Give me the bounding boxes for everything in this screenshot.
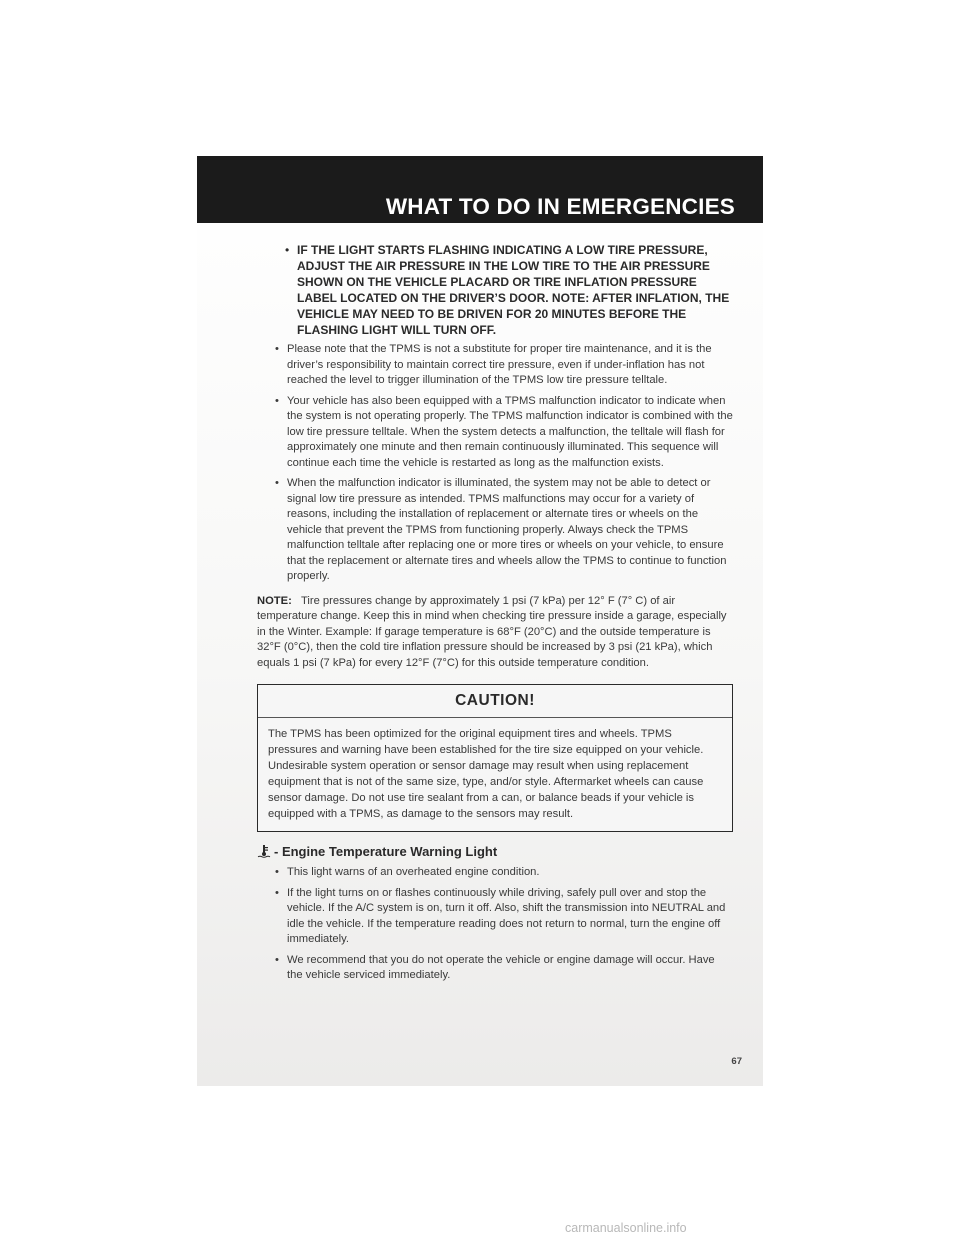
list-item [266,953,733,984]
caution-body: The TPMS has been optimized for the original equipment tires and wheels. TPMS pressures and warning have been established for the tire size equipped on your vehicle. Undesirable system operation or sensor damage may result when using replacement equipment that is not of the same size, type, and/or style. Aftermarket wheels can cause sensor damage. Do not use tire sealant from a can, or balance beads if your vehicle is equipped with a TPMS, as damage to the sensors may result. [268,727,704,820]
list-item-text: If the light turns on or flashes continuously while driving, safely pull over and stop the vehicle. If the A/C system is on, turn it off. Also, shift the transmission into NEUTRAL and idle the vehicle. If the temperature reading does not return to normal, turn the engine off immediately. [287,886,726,945]
list-item [266,394,733,472]
list-item [266,476,733,585]
note-paragraph [257,594,733,672]
caps-bullet-text: IF THE LIGHT STARTS FLASHING INDICATING A LOW TIRE PRESSURE, ADJUST THE AIR PRESSURE IN THE LOW TIRE TO THE AIR PRESSURE SHOWN ON THE VEHICLE PLACARD OR TIRE INFLATION PRESSURE LABEL LOCATED ON THE DRIVER’S DOOR. NOTE: AFTER INFLATION, THE VEHICLE MAY NEED TO BE DRIVEN FOR 20 MINUTES BEFORE THE FLASHING LIGHT WILL TURN OFF. [297,243,730,337]
list-item-text: We recommend that you do not operate the vehicle or engine damage will occur. Have the vehicle serviced immediately. [287,953,715,981]
list-item [266,886,733,948]
page-number: 67 [731,1056,742,1067]
engine-temperature-icon [257,844,271,858]
bullet-dot: • [275,343,279,355]
bullet-dot: • [285,243,290,257]
caution-title: CAUTION! [258,685,732,718]
bullet-dot: • [275,886,279,899]
note-text: Tire pressures change by approximately 1 psi (7 kPa) per 12° F (7° C) of air temperature change. Keep this in mind when checking tire pressure inside a garage, especially in the Winter. Example: If garage temperature is 68°F (20°C) and the outside temperature is 32°F (0°C), then the cold tire inflation pressure should be increased by 3 psi (21 kPa), which equals 1 psi (7 kPa) for every 12°F (7°C) for this outside temperature condition. [257,594,727,669]
list-item-text: Your vehicle has also been equipped with a TPMS malfunction indicator to indicate when the system is not operating properly. The TPMS malfunction indicator is combined with the low tire pressure telltale. When the system detects a malfunction, the telltale will flash for approximately one minute and then remain continuously illuminated. This sequence will continue each time the vehicle is restarted as long as the malfunction exists. [287,394,733,469]
section-header-bar [197,156,763,223]
bullet-dot: • [275,477,279,489]
list-item-text: When the malfunction indicator is illuminated, the system may not be able to detect or signal low tire pressure as intended. TPMS malfunctions may occur for a variety of reasons, including the installation of replacement or alternate tires or wheels on the vehicle that prevent the TPMS from functioning properly. Always check the TPMS malfunction telltale after replacing one or more tires or wheels on your vehicle, to ensure that the replacement or alternate tires and wheels allow the TPMS to continue to function properly. [287,477,727,582]
bullet-dot: • [275,866,279,878]
manual-page [197,156,763,1086]
watermark-text: carmanualsonline.info [565,1221,687,1235]
note-label: NOTE: [257,594,292,607]
section-title: WHAT TO DO IN EMERGENCIES [385,194,735,219]
bullet-dot: • [275,394,279,407]
list-item [266,865,733,881]
bullet-dot: • [275,953,279,966]
page-content [257,242,733,989]
caution-box [257,684,733,832]
list-item-text: Please note that the TPMS is not a substitute for proper tire maintenance, and it is the driver’s responsibility to maintain correct tire pressure, even if under-inflation has not reached the level to trigger illumination of the TPMS low tire pressure telltale. [287,343,712,386]
engine-temperature-title: - Engine Temperature Warning Light [274,843,498,859]
list-item [266,342,733,389]
caps-bullet [276,242,733,338]
list-item-text: This light warns of an overheated engine condition. [287,866,540,878]
engine-temperature-heading [257,844,733,860]
